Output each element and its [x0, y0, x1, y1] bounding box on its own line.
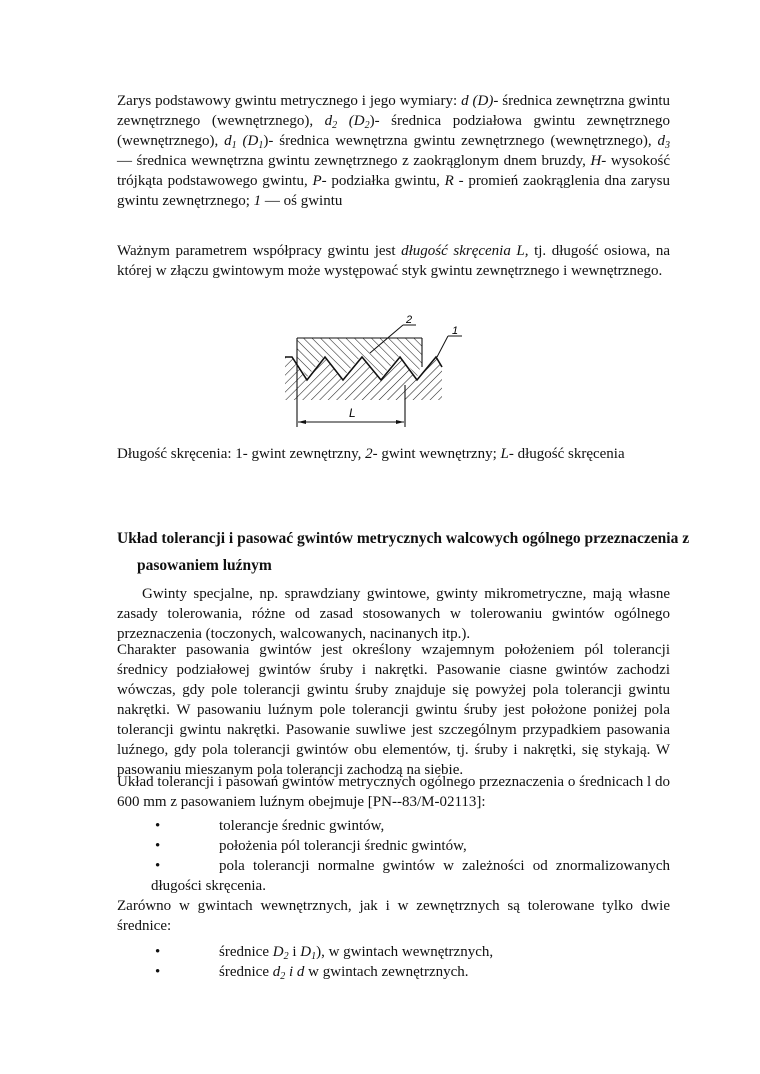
symbol-H: H: [590, 153, 602, 169]
symbol-d2: $d_2$: [324, 113, 338, 131]
paragraph-engagement-length: [117, 241, 670, 281]
text: Zarys podstawowy gwintu metrycznego i jego wymiary:: [117, 93, 462, 109]
text: - wysokość trójkąta podstawowego gwintu,: [117, 153, 670, 189]
bullet-icon: •: [155, 964, 161, 980]
symbol-d3: $d_3$: [657, 133, 671, 151]
text: - długość skręcenia: [508, 446, 625, 462]
paragraph-fit-character: Charakter pasowania gwintów jest określony wzajemnym położeniem pól tolerancji średnicy podziałowej gwintów śruby i nakrętki. Pasowanie ciasne gwintów zachodzi wówczas, gdy pole tolerancji gwintu śruby znajduje się powyżej pola tolerancji gwintu nakrętki. W pasowaniu luźnym pole tolerancji gwintu śruby jest położone poniżej pola tolerancji gwintu nakrętki. Pasowanie suwliwe jest szczególnym przypadkiem pasowania luźnego, gdy pola tolerancji gwintów obu elementów, tj. śruby i nakrętki, się stykają. W pasowaniu mieszanym pola tolerancji zachodzą na siebie.: [117, 642, 670, 778]
symbol-1: 1: [253, 193, 262, 209]
symbol-d1: $d_1$: [224, 133, 237, 151]
list-item: [155, 816, 670, 836]
text: - promień zaokrąglenia dna zarysu gwintu zewnętrznego;: [117, 173, 670, 209]
text: — oś gwintu: [261, 193, 343, 209]
bullet-icon: •: [155, 944, 161, 960]
paragraph-two-diameters: Zarówno w gwintach wewnętrznych, jak i w zewnętrznych są tolerowane tylko dwie średnice:: [117, 898, 670, 934]
text: - podziałka gwintu,: [321, 173, 445, 189]
list-item: [155, 942, 670, 962]
text: Ważnym parametrem współpracy gwintu jest: [117, 243, 402, 259]
list-item-text: tolerancje średnic gwintów,: [219, 818, 385, 834]
label-2: 2: [406, 314, 413, 326]
text: — średnica wewnętrzna gwintu zewnętrznego z zaokrąglonym dnem bruzdy,: [117, 153, 591, 169]
paragraph-special-threads: Gwinty specjalne, np. sprawdziany gwintowe, gwinty mikrometryczne, mają własne zasady tolerowania, różne od zasad stosowanych w tolerowaniu gwintów ogólnego przeznaczenia (toczonych, walcowanych, nacinanych itp.).: [117, 586, 670, 642]
section-heading: Układ tolerancji i pasować gwintów metrycznych walcowych ogólnego przeznaczenia z: [117, 530, 690, 547]
text: - gwint wewnętrzny;: [372, 446, 501, 462]
paragraph-thread-profile: [117, 91, 670, 211]
list-item: [155, 962, 670, 982]
label-1: 1: [452, 325, 459, 337]
symbol-R: R: [444, 173, 454, 189]
text: )- średnica podziałowa gwintu zewnętrznego (wewnętrznego),: [117, 113, 671, 149]
list-item: [151, 856, 670, 896]
paragraph-tolerance-system: Układ tolerancji i pasowań gwintów metrycznych ogólnego przeznaczenia o średnicach l do 600 mm z pasowaniem luźnym obejmuje [PN--83/M-02113]:: [117, 774, 670, 810]
text: - średnica zewnętrzna gwintu zewnętrznego (wewnętrznego),: [117, 93, 671, 129]
figure-caption: [117, 444, 670, 464]
list-item-text: średnice $D_2$ i $D_1$), w gwintach wewnętrznych,: [219, 944, 494, 962]
bullet-icon: •: [155, 818, 161, 834]
symbol-2: 2: [365, 446, 373, 462]
emphasis: długość skręcenia L,: [401, 243, 529, 259]
list-item-text: pola tolerancji normalne gwintów w zależności od znormalizowanych: [219, 858, 670, 874]
bullet-icon: •: [155, 838, 161, 854]
list-item-text: średnice $d_2$ i d w gwintach zewnętrznych.: [219, 964, 469, 982]
text: tj. długość osiowa, na której w złączu gwintowym może występować styk gwintu zewnętrznego i wewnętrznego.: [117, 243, 670, 279]
label-L: L: [349, 406, 356, 420]
symbol-L: L: [500, 446, 509, 462]
bullet-icon: •: [155, 858, 161, 874]
symbol-d: d (D): [461, 93, 494, 109]
text: Długość skręcenia: 1- gwint zewnętrzny,: [117, 446, 366, 462]
list-item-continuation: długości skręcenia.: [151, 878, 266, 894]
symbol-D1: ($D_1$: [236, 133, 264, 151]
symbol-D2: ($D_2$: [337, 113, 370, 131]
thread-engagement-figure: [270, 305, 470, 430]
text: )- średnica wewnętrzna gwintu zewnętrznego (wewnętrznego),: [263, 133, 658, 149]
section-heading-line2: pasowaniem luźnym: [137, 557, 272, 574]
list-item: [155, 836, 670, 856]
list-item-text: położenia pól tolerancji średnic gwintów,: [219, 838, 467, 854]
symbol-P: P: [312, 173, 322, 189]
